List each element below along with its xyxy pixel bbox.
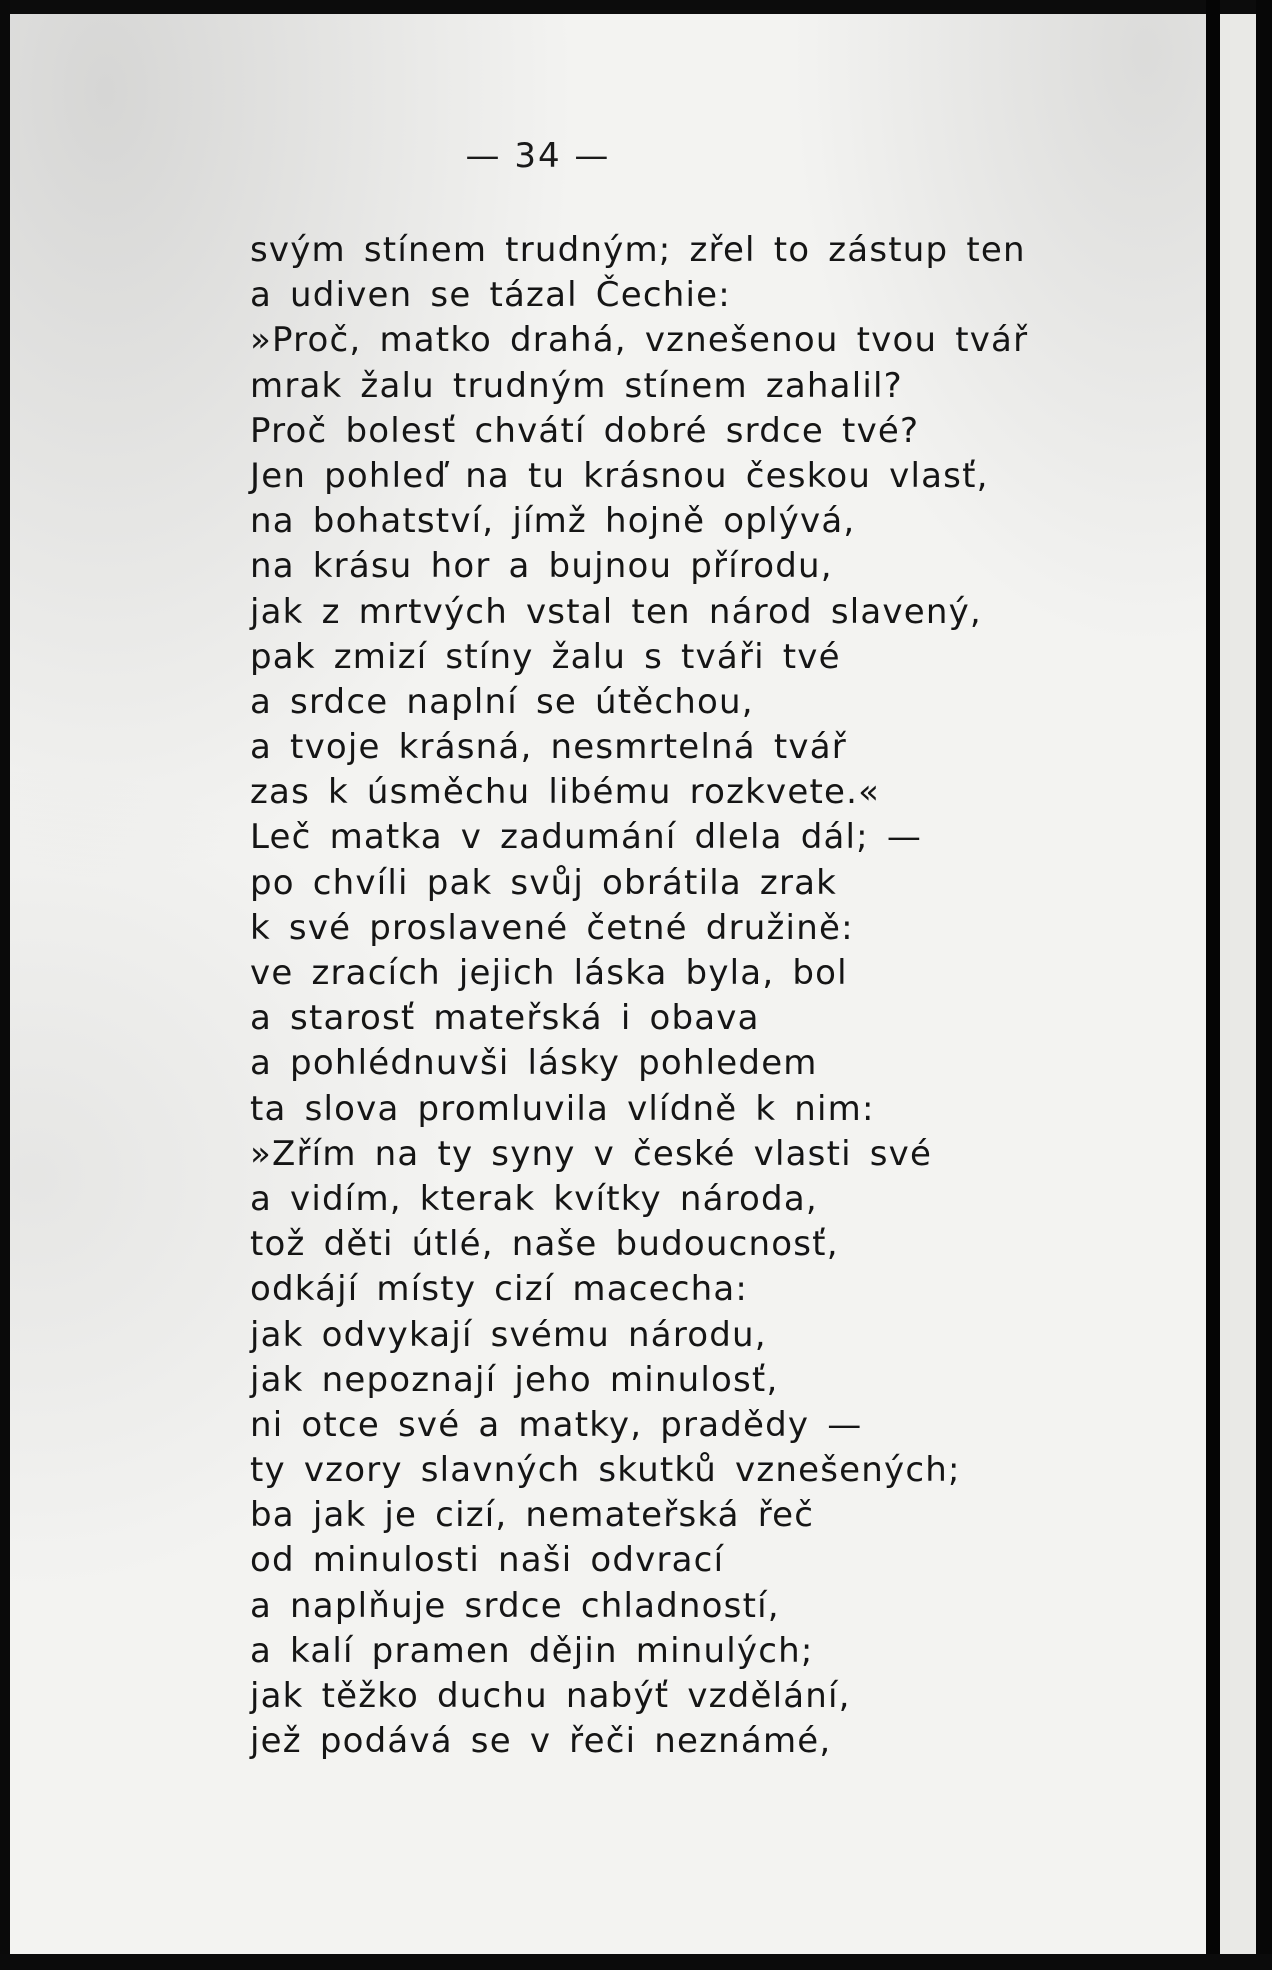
poem-line: jež podává se v řeči neznámé, (250, 1721, 832, 1762)
scan-bottom-edge (0, 1954, 1272, 1970)
poem-line: a starosť mateřská i obava (250, 998, 760, 1039)
poem-line: jak těžko duchu nabýť vzdělání, (250, 1676, 851, 1716)
poem-line: ba jak je cizí, nemateřská řeč (250, 1495, 815, 1536)
poem-line: jak nepoznají jeho minulosť, (250, 1359, 779, 1400)
poem-line: ni otce své a matky, pradědy — (250, 1404, 863, 1445)
poem-text (250, 228, 1150, 1764)
book-page (10, 14, 1206, 1954)
poem-line: jak odvykají svému národu, (250, 1314, 767, 1355)
poem-line: po chvíli pak svůj obrátila zrak (250, 862, 838, 903)
poem-line: ta slova promluvila vlídně k nim: (250, 1088, 875, 1129)
scan-top-edge (0, 0, 1272, 14)
poem-line: a tvoje krásná, nesmrtelná tvář (250, 727, 847, 768)
poem-line: Jen pohleď na tu krásnou českou vlasť, (250, 455, 989, 496)
poem-line: zas k úsměchu libému rozkvete.« (250, 772, 881, 813)
poem-line: »Proč, matko drahá, vznešenou tvou tvář (250, 320, 1029, 361)
poem-line: a kalí pramen dějin minulých; (250, 1630, 814, 1671)
page-number: — 34 — (465, 136, 611, 176)
facing-page-strip (1220, 14, 1256, 1954)
poem-line: a vidím, kterak kvítky národa, (250, 1178, 818, 1219)
poem-line: »Zřím na ty syny v české vlasti své (250, 1133, 933, 1174)
poem-line: ty vzory slavných skutků vznešených; (250, 1450, 961, 1491)
scan-right-edge (1256, 0, 1272, 1970)
poem-line: Proč bolesť chvátí dobré srdce tvé? (250, 410, 920, 451)
poem-line: na bohatství, jímž hojně oplývá, (250, 501, 856, 542)
poem-line: svým stínem trudným; zřel to zástup ten (250, 230, 1026, 270)
poem-line: k své proslavené četné družině: (250, 907, 854, 948)
poem-line: a naplňuje srdce chladností, (250, 1585, 780, 1626)
poem-line: mrak žalu trudným stínem zahalil? (250, 365, 903, 406)
scan-left-edge (0, 0, 10, 1970)
poem-line: a srdce naplní se útěchou, (250, 681, 754, 722)
poem-line: a pohlédnuvši lásky pohledem (250, 1043, 818, 1084)
poem-line: odkájí místy cizí macecha: (250, 1269, 749, 1310)
poem-line: jak z mrtvých vstal ten národ slavený, (250, 591, 982, 632)
poem-line: a udiven se tázal Čechie: (250, 275, 731, 316)
page-binding-edge (1206, 0, 1220, 1970)
poem-line: tož děti útlé, naše budoucnosť, (250, 1224, 839, 1265)
poem-line: na krásu hor a bujnou přírodu, (250, 546, 833, 587)
poem-line: Leč matka v zadumání dlela dál; — (250, 817, 923, 858)
poem-line: pak zmizí stíny žalu s tváři tvé (250, 636, 841, 677)
poem-line: ve zracích jejich láska byla, bol (250, 953, 848, 993)
poem-line: od minulosti naši odvrací (250, 1540, 725, 1581)
